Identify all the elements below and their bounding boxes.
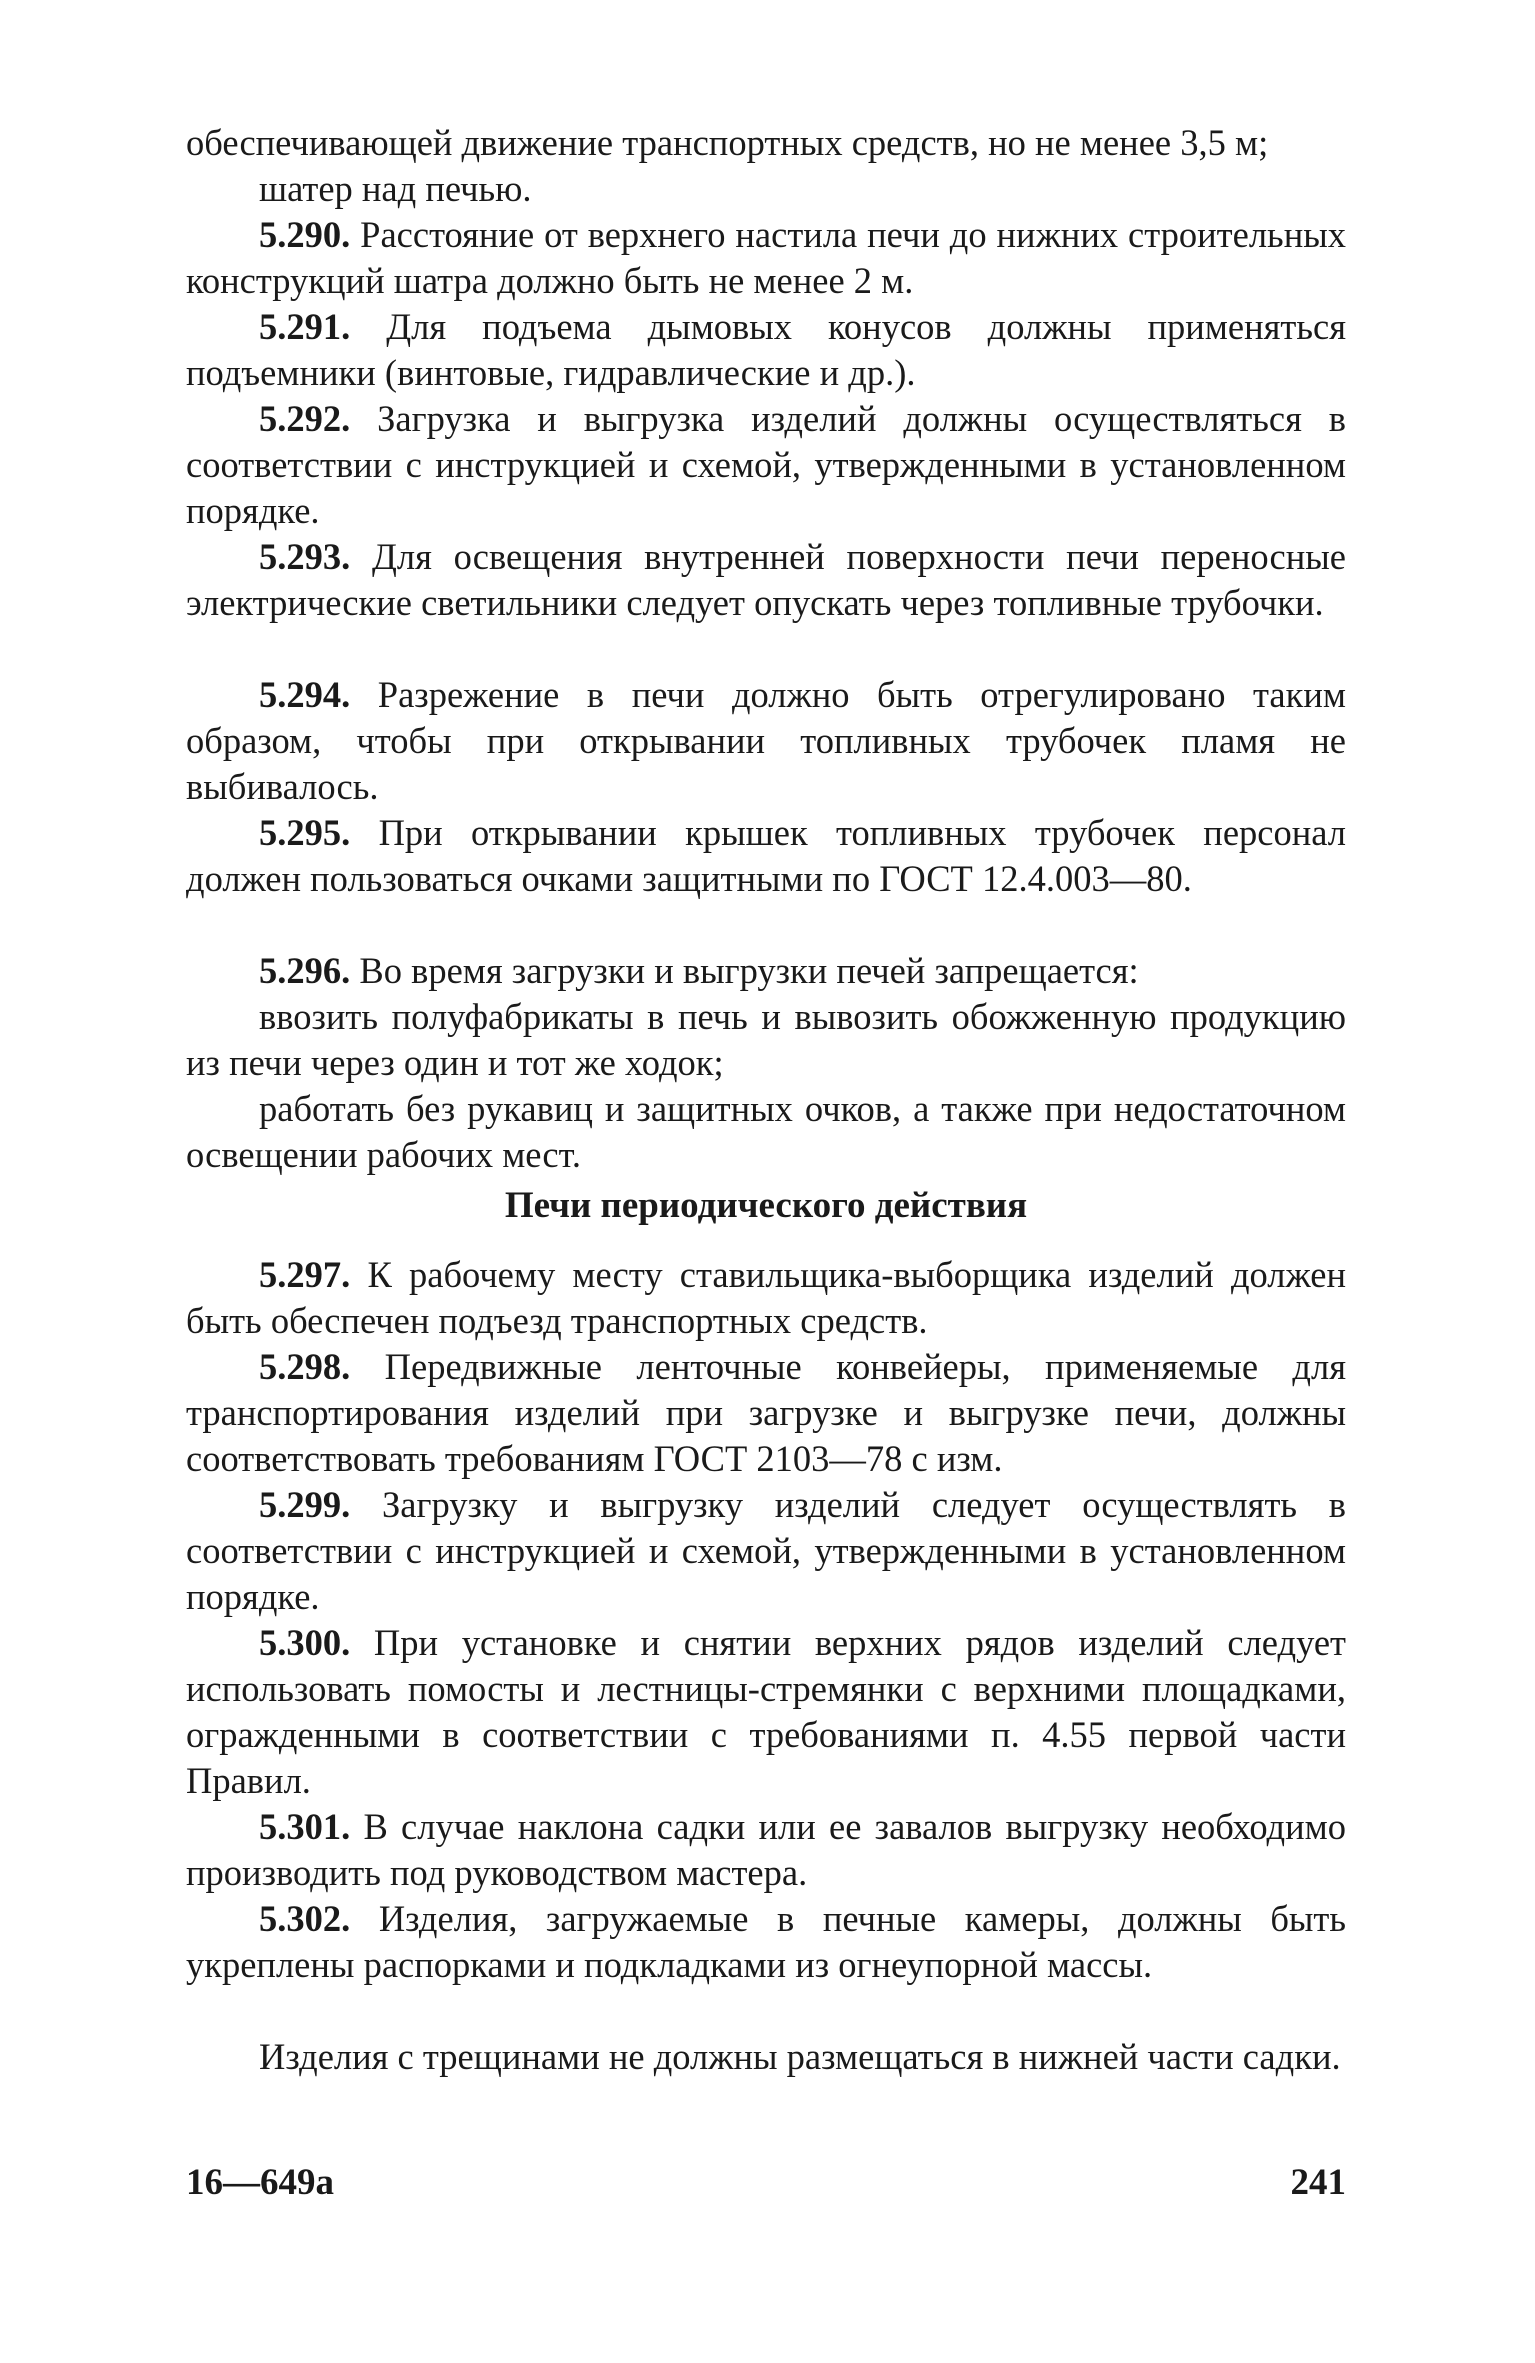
paragraph-5-297: 5.297. К рабочему месту ставильщика-выборщика изделий должен быть обеспечен подъезд транспортных средств. [186,1254,1346,1341]
paragraph-5-302: 5.302. Изделия, загружаемые в печные камеры, должны быть укреплены распорками и подкладками из огнеупорной массы. [186,1898,1347,1985]
paragraph-5-292: 5.292. Загрузка и выгрузка изделий должны осуществляться в соответствии с инструкцией и схемой, утвержденными в установленном порядке. [186,398,1347,531]
paragraph-list-item: шатер над печью. [259,168,532,209]
paragraph-5-294: 5.294. Разрежение в печи должно быть отрегулировано таким образом, чтобы при открывании топливных трубочек пламя не выбивалось. [186,674,1346,807]
document-page [186,120,1346,2270]
paragraph-list-item: ввозить полуфабрикаты в печь и вывозить обожженную продукцию из печи через один и тот же ходок; [186,996,1346,1083]
paragraph-5-291: 5.291. Для подъема дымовых конусов должны применяться подъемники (винтовые, гидравлические и др.). [186,306,1347,393]
paragraph-continuation: Изделия с трещинами не должны размещаться в нижней части садки. [259,2036,1341,2077]
page-number: 241 [1290,2162,1346,2203]
paragraph-continuation: обеспечивающей движение транспортных средств, но не менее 3,5 м; [186,122,1269,163]
paragraph-5-290: 5.290. Расстояние от верхнего настила печи до нижних строительных конструкций шатра должно быть не менее 2 м. [186,214,1346,301]
signature-mark: 16—649а [186,2162,334,2203]
paragraph-5-299: 5.299. Загрузку и выгрузку изделий следует осуществлять в соответствии с инструкцией и схемой, утвержденными в установленном порядке. [186,1484,1347,1617]
paragraph-5-295: 5.295. При открывании крышек топливных трубочек персонал должен пользоваться очками защитными по ГОСТ 12.4.003—80. [186,812,1347,899]
paragraph-list-item: работать без рукавиц и защитных очков, а также при недостаточном освещении рабочих мест. [186,1088,1346,1175]
paragraph-5-298: 5.298. Передвижные ленточные конвейеры, применяемые для транспортирования изделий при загрузке и выгрузке печи, должны соответствовать требованиям ГОСТ 2103—78 с изм. [186,1346,1346,1479]
section-heading: Печи периодического действия [504,1185,1028,1226]
paragraph-5-296: 5.296. Во время загрузки и выгрузки печей запрещается: [259,950,1139,991]
paragraph-5-293: 5.293. Для освещения внутренней поверхности печи переносные электрические светильники следует опускать через топливные трубочки. [186,536,1346,623]
paragraph-5-301: 5.301. В случае наклона садки или ее завалов выгрузку необходимо производить под руководством мастера. [186,1806,1346,1893]
paragraph-5-300: 5.300. При установке и снятии верхних рядов изделий следует использовать помосты и лестницы-стремянки с верхними площадками, огражденными в соответствии с требованиями п. 4.55 первой части Правил. [186,1622,1347,1801]
